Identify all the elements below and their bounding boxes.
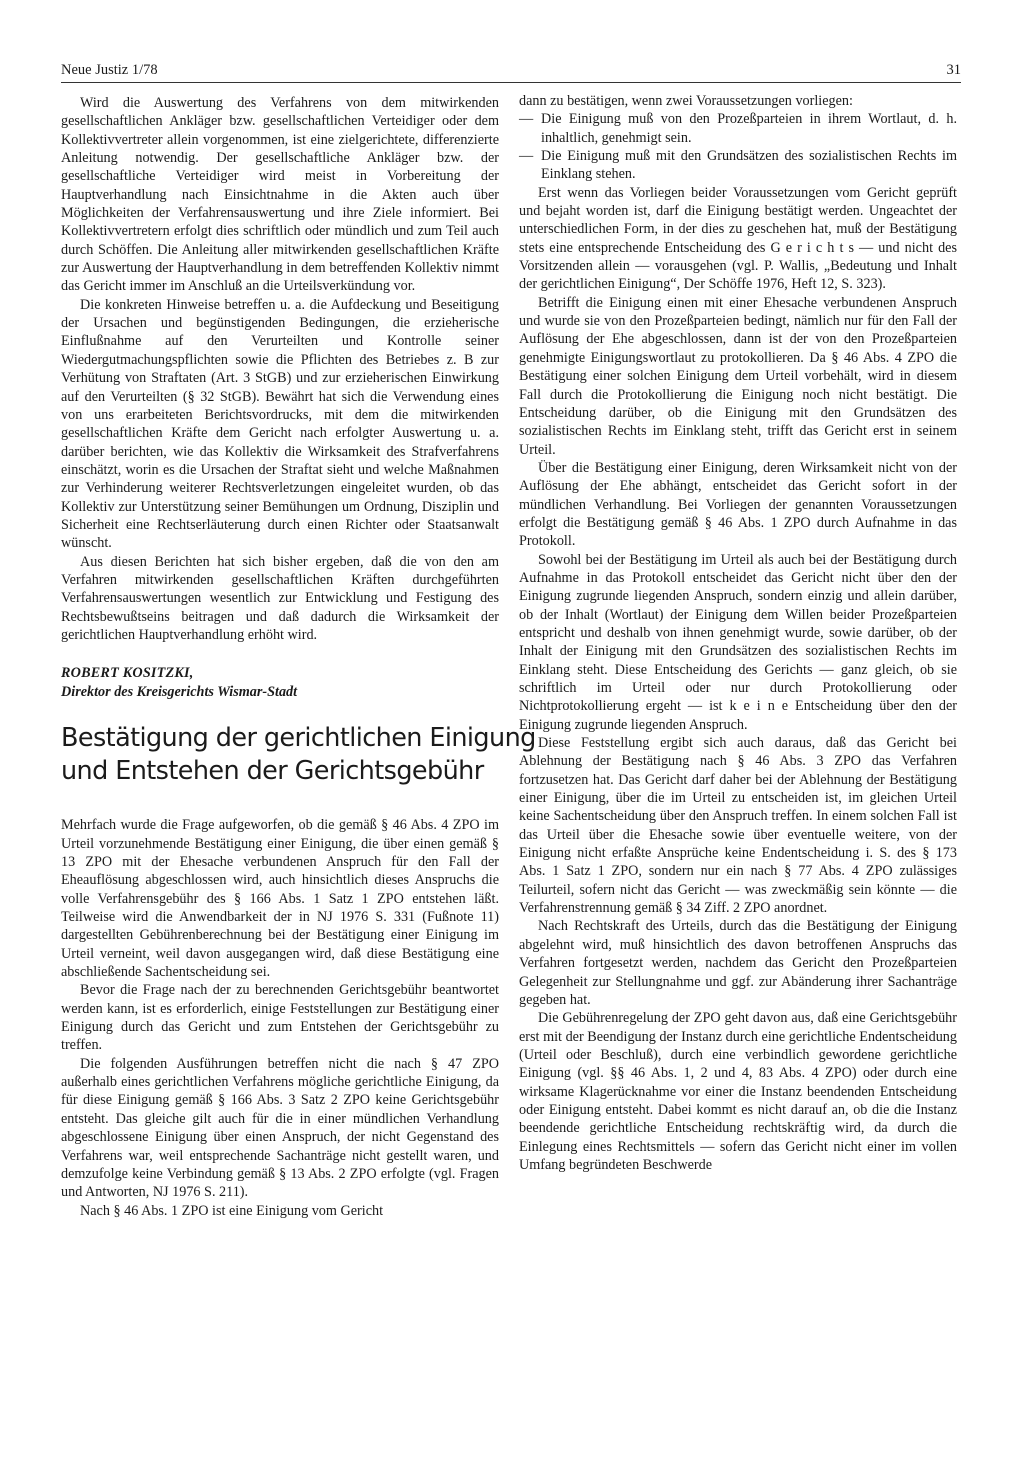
paragraph: Wird die Auswertung des Verfahrens von dem mitwirkenden gesellschaftlichen Ankläger bzw. gesellschaftlichen Verteidiger oder dem Kollektivvertreter allein vorgenommen, ist eine zielgerichtete, differenzierte Anleitung notwendig. Der gesellschaftliche Ankläger bzw. der gesellschaftliche Verteidiger wird meist in Vorbereitung der Hauptverhandlung nach Einsichtnahme in die Akten auch über Möglichkeiten der Verfahrensauswertung und ihre Ziele informiert. Bei Kollektivvertretern erfolgt dies schriftlich oder mündlich und zum Teil auch durch Schöffen. Die Anleitung aller mitwirkenden gesellschaftlichen Kräfte zur Auswertung der Hauptverhandlung in dem betreffenden Kollektiv nimmt das Gericht immer im Anschluß an die Urteilsverkündung vor.	[61, 95, 499, 295]
list-item: — Die Einigung muß mit den Grundsätzen des sozialistischen Rechts im Einklang stehen.	[519, 147, 957, 184]
paragraph: Sowohl bei der Bestätigung im Urteil als auch bei der Bestätigung durch Aufnahme in das Protokoll entscheidet das Gericht nicht über den der Einigung zugrunde liegenden Anspruch, sondern einzig und allein darüber, ob der Inhalt (Wortlaut) der Einigung dem Willen beider Prozeßparteien entspricht und deshalb von ihnen genehmigt wurde, sowie darüber, ob der Inhalt der Einigung mit den Grundsätzen des sozialistischen Rechts im Einklang steht. Diese Entscheidung des Gerichts — ganz gleich, ob sie schriftlich im Urteil oder nur durch Protokollierung oder Nichtprotokollierung ergeht — ist k e i n e Entscheidung über den der Einigung zugrunde liegenden Anspruch.	[519, 551, 957, 733]
paragraph: Aus diesen Berichten hat sich bisher ergeben, daß die von den am Verfahren mitwirkenden gesellschaftlichen Kräften durchgeführten Verfahrensauswertungen wesentlich zur Entwicklung und Festigung des Rechtsbewußtseins beitragen und daß dadurch die Wirksamkeit der gerichtlichen Hauptverhandlung erhöht wird.	[61, 553, 499, 643]
author-title: Direktor des Kreisgerichts Wismar-Stadt	[61, 684, 298, 701]
article-title-line: und Entstehen der Gerichtsgebühr	[61, 756, 484, 787]
page-header	[61, 62, 961, 82]
journal-issue: Neue Justiz 1/78	[61, 62, 158, 78]
page-number: 31	[946, 62, 961, 78]
paragraph: Die folgenden Ausführungen betreffen nicht die nach § 47 ZPO außerhalb eines gerichtlichen Verfahrens mögliche gerichtliche Einigung, da für diese Einigung gemäß § 166 Abs. 3 Satz 2 ZPO keine Gerichtsgebühr entsteht. Das gleiche gilt auch für die in einer mündlichen Verhandlung abgeschlossene Einigung über einen Anspruch, der nicht Gegenstand des Verfahrens war, weil entsprechende Sachanträge nicht gestellt waren, und demzufolge keine Verbindung gemäß § 13 Abs. 2 ZPO erfolgte (vgl. Fragen und Antworten, NJ 1976 S. 211).	[61, 1055, 499, 1201]
paragraph: Erst wenn das Vorliegen beider Voraussetzungen vom Gericht geprüft und bejaht worden ist, darf die Einigung bestätigt werden. Ungeachtet der unterschiedlichen Form, in der dies zu geschehen hat, muß der Bestätigung stets eine entsprechende Entscheidung des G e r i c h t s — und nicht des Vorsitzenden allein — vorausgehen (vgl. P. Wallis, „Bedeutung und Inhalt der gerichtlichen Einigung“, Der Schöffe 1976, Heft 12, S. 323).	[519, 184, 957, 293]
paragraph: Nach § 46 Abs. 1 ZPO ist eine Einigung vom Gericht	[80, 1202, 384, 1219]
paragraph: Die Gebührenregelung der ZPO geht davon aus, daß eine Gerichtsgebühr erst mit der Beendigung der Instanz durch eine gerichtliche Endentscheidung (Urteil oder Beschluß), durch eine verbindlich gewordene gerichtliche Einigung (vgl. §§ 46 Abs. 1, 2 und 4, 83 Abs. 4 ZPO) oder durch eine wirksame Klagerücknahme vor einer die Instanz beendenden Entscheidung oder Einigung entsteht. Dabei kommt es nicht darauf an, ob die die Instanz beendende gerichtliche Entscheidung rechtskräftig wird, da durch die Einlegung eines Rechtsmittels — sofern das Gericht nicht einer im vollen Umfang begründeten Beschwerde	[519, 1010, 957, 1173]
paragraph: Über die Bestätigung einer Einigung, deren Wirksamkeit nicht von der Auflösung der Ehe abhängt, entscheidet das Gericht sofort in der mündlichen Verhandlung. Bei Vorliegen der genannten Voraussetzungen erfolgt die Bestätigung gemäß § 46 Abs. 1 ZPO durch Aufnahme in das Protokoll.	[519, 459, 957, 550]
right-column	[519, 92, 957, 1174]
left-column	[61, 94, 536, 1220]
paragraph: Mehrfach wurde die Frage aufgeworfen, ob die gemäß § 46 Abs. 4 ZPO im Urteil vorzunehmende Bestätigung einer Einigung, die über einen gemäß § 13 ZPO mit der Ehesache verbundenen Anspruch für den Fall der Eheauflösung abgeschlossen wird, auch hinsichtlich dieses Anspruchs die volle Verfahrensgebühr des § 166 Abs. 1 Satz 1 ZPO entstehen läßt. Teilweise wird die Anwendbarkeit der in NJ 1976 S. 331 (Fußnote 11) dargestellten Gebührenberechnung bei der Bestätigung einer Einigung im Urteil verneint, weil davon ausgegangen wird, daß diese Bestätigung eine abschließende Sachentscheidung sei.	[61, 817, 499, 981]
author-name: ROBERT KOSITZKI,	[61, 665, 194, 682]
paragraph: Die konkreten Hinweise betreffen u. a. die Aufdeckung und Beseitigung der Ursachen und begünstigenden Bedingungen, die erzieherische Einflußnahme auf den Verurteilten und Kontrolle seiner Wiedergutmachungspflichten sowie die Pflichten des Betriebes z. B zur Verhütung von Straftaten (Art. 3 StGB) und zur erzieherischen Einwirkung auf den Verurteilten (§ 32 StGB). Bewährt hat sich die Verwendung eines von uns erarbeiteten Berichtsvordrucks, mit dem die mitwirkenden gesellschaftlichen Kräfte dem Gericht nach erfolgter Auswertung u. a. darüber berichten, wie das Kollektiv die Wirksamkeit des Strafverfahrens einschätzt, worin es die Ursachen der Straftat sieht und welche Maßnahmen zur Verhinderung weiterer Rechtsverletzungen eingeleitet wurden, ob das Kollektiv zur Unterstützung seiner Bemühungen um Ordnung, Disziplin und Sicherheit eine Rechtserläuterung durch einen Richter oder Staatsanwalt wünscht.	[61, 296, 499, 552]
paragraph: Diese Feststellung ergibt sich auch daraus, daß das Gericht bei Ablehnung der Bestätigung nach § 46 Abs. 3 ZPO das Verfahren fortzusetzen hat. Das Gericht darf daher bei der Ablehnung der Bestätigung einer Einigung, über die im Urteil zu entscheiden ist, im gleichen Urteil keine Sachentscheidung über den Anspruch treffen. In einem solchen Fall ist das Urteil über die Ehesache sowie über eventuelle weitere, von der Einigung nicht erfaßte Ansprüche keine Endentscheidung i. S. des § 173 Abs. 1 Satz 1 ZPO, sondern nur ein nach § 77 Abs. 4 ZPO zulässiges Teilurteil, sofern nicht das Gericht — was zweckmäßig sein könnte — die Verfahrenstrennung gemäß § 34 Ziff. 2 ZPO anordnet.	[519, 735, 957, 917]
condition-list	[519, 110, 957, 183]
list-item: — Die Einigung muß von den Prozeßparteien in ihrem Wortlaut, d. h. inhaltlich, genehmigt sein.	[519, 110, 957, 147]
paragraph: dann zu bestätigen, wenn zwei Voraussetzungen vorliegen:	[519, 93, 853, 109]
author-signature	[61, 664, 499, 702]
paragraph: Betrifft die Einigung einen mit einer Ehesache verbundenen Anspruch und wurde sie von den Prozeßparteien bedingt, nämlich nur für den Fall der Auflösung der Ehe abgeschlossen, dann ist der von den Prozeßparteien genehmigte Einigungswortlaut zu protokollieren. Da § 46 Abs. 4 ZPO die Bestätigung einer solchen Einigung dem Urteil vorbehält, wird in diesem Fall durch die Protokollierung die Einigung noch nicht bestätigt. Die Entscheidung darüber, ob die Einigung mit den Grundsätzen des sozialistischen Rechts im Einklang steht, trifft das Gericht erst in seinem Urteil.	[519, 294, 957, 458]
article-title	[61, 722, 536, 788]
article-title-line: Bestätigung der gerichtlichen Einigung	[61, 723, 536, 754]
paragraph: Bevor die Frage nach der zu berechnenden Gerichtsgebühr beantwortet werden kann, ist es erforderlich, einige Feststellungen zur Bestätigung einer Einigung durch das Gericht und zum Entstehen der Gerichtsgebühr zu treffen.	[61, 982, 499, 1054]
header-rule	[61, 82, 961, 83]
paragraph: Nach Rechtskraft des Urteils, durch das die Bestätigung der Einigung abgelehnt wird, muß hinsichtlich des davon betroffenen Anspruchs das Verfahren fortgesetzt werden, nachdem das Gericht den Prozeßparteien Gelegenheit zur Stellungnahme und ggf. zur Abänderung ihrer Sachanträge gegeben hat.	[519, 918, 957, 1008]
